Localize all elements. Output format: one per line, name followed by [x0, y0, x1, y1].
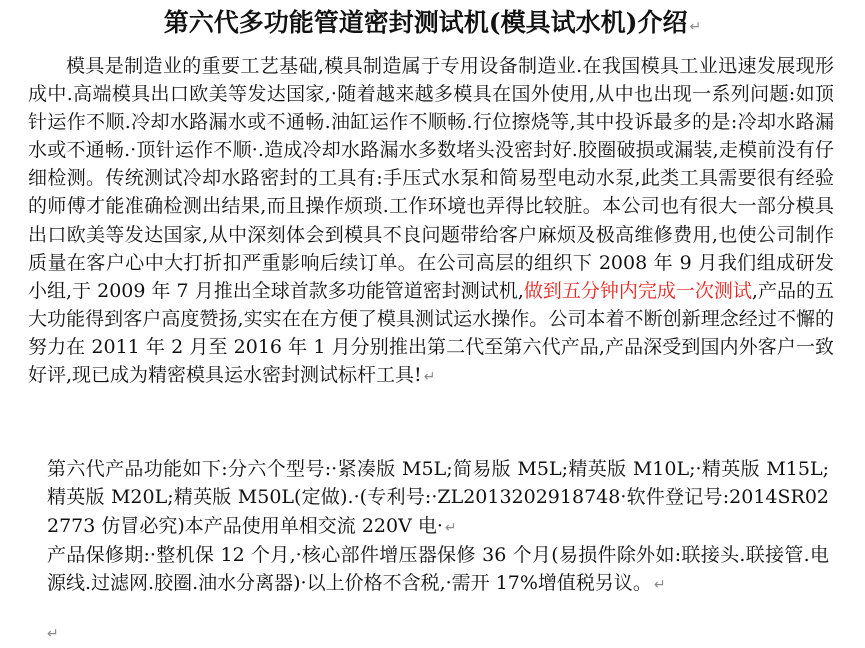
features-paragraph: [47, 455, 829, 542]
warranty-paragraph: [47, 541, 829, 600]
empty-paragraph: [47, 624, 147, 644]
features-text: 第六代产品功能如下:分六个型号:·紧凑版 M5L;简易版 M5L;精英版 M10L;·精英版 M15L;精英版 M20L;精英版 M50L(定做).·(专利号:·ZL2013202918748·软件登记号:2014SR022773 仿冒必究)本产品使用单相交流 220V 电·: [47, 458, 829, 537]
paragraph-mark-icon: ↵: [444, 519, 457, 536]
paragraph-mark-icon: ↵: [689, 19, 702, 35]
paragraph-mark-icon: ↵: [423, 369, 436, 386]
intro-paragraph: [28, 52, 834, 391]
paragraph-mark-icon: ↵: [653, 577, 666, 594]
intro-text-post: ,产品的五大功能得到客户高度赞扬,实实在在方便了模具测试运水操作。公司本着不断创新理念经过不懈的努力在 2011 年 2 月至 2016 年 1 月分别推出第二代至第六代产品,产品深受到国内外客户一致好评,现已成为精密模具运水密封测试标杆工具!: [28, 279, 834, 387]
highlighted-claim: 做到五分钟内完成一次测试: [523, 279, 752, 302]
intro-text-pre: 模具是制造业的重要工艺基础,模具制造属于专用设备制造业.在我国模具工业迅速发展现形成中.高端模具出口欧美等发达国家,·随着越来越多模具在国外使用,从中也出现一系列问题:如顶针运作不顺.冷却水路漏水或不通畅.油缸运作不顺畅.行位擦烧等,其中投诉最多的是:冷却水路漏水或不通畅.·顶针运作不顺·.造成冷却水路漏水多数堵头没密封好.胶圈破损或漏装,走模前没有仔细检测。传统测试冷却水路密封的工具有:手压式水泵和简易型电动水泵,此类工具需要很有经验的师傅才能准确检测出结果,而且操作烦琐.工作环境也弄得比较脏。本公司也有很大一部分模具出口欧美等发达国家,从中深刻体会到模具不良问题带给客户麻烦及极高维修费用,也使公司制作质量在客户心中大打折扣严重影响后续订单。在公司高层的组织下 2008 年 9 月我们组成研发小组,于 2009 年 7 月推出全球首款多功能管道密封测试机,: [28, 55, 834, 302]
paragraph-mark-icon: ↵: [47, 626, 59, 642]
warranty-text: 产品保修期:·整机保 12 个月,·核心部件增压器保修 36 个月(易损件除外如:联接头.联接管.电源线.过滤网.胶圈.油水分离器)·以上价格不含税,·需开 17%增值税另议。: [47, 544, 829, 595]
title-text: 第六代多功能管道密封测试机(模具试水机)介绍: [163, 8, 688, 37]
document-title: [0, 6, 865, 44]
